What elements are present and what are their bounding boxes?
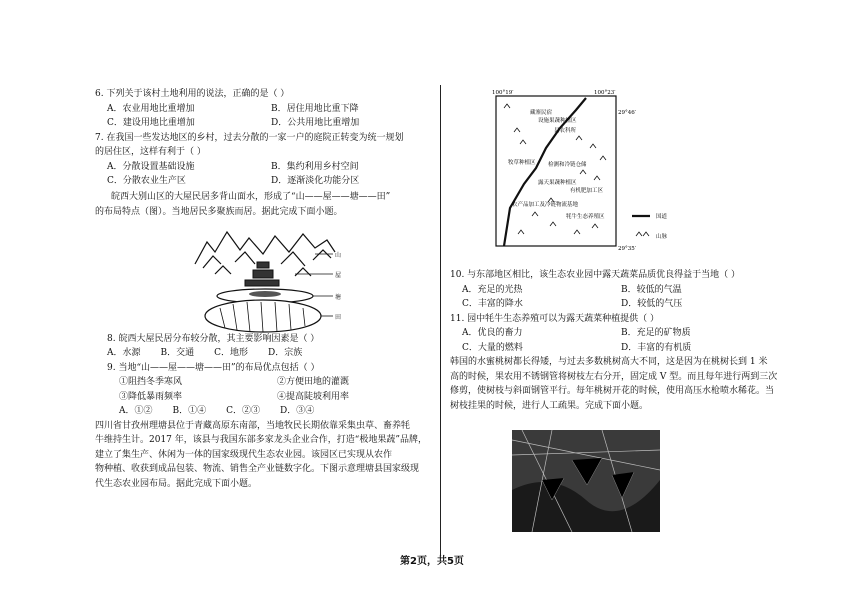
q9-option-a: A．①② (119, 406, 153, 416)
intro3-line1: 韩国的水蜜桃树都长得矮，与过去多数桃树高大不同，这是因为在桃树长到 1 米 (450, 357, 768, 367)
map-label-5: 露天果蔬种植区 (538, 180, 577, 186)
q6-options (95, 102, 435, 131)
q9-option-d: D．③④ (280, 406, 315, 416)
q8-option-a: A．水源 (107, 348, 141, 358)
intro2-line1: 四川省甘孜州理塘县位于青藏高原东南部，当地牧民长期依靠采集虫草、畜养牦 (95, 420, 411, 431)
q11-stem: 11. 园中牦牛生态养殖可以为露天蔬菜种植提供（ ） (450, 313, 660, 324)
intro3-line2: 高的时候，果农用不锈钢管将树枝左右分开，固定成 V 型。而且每年进行两到三次 (450, 371, 778, 382)
mountain-sketch (195, 232, 335, 276)
map-label-0: 藏寨民宿 (530, 110, 553, 116)
map-lon-left: 100°19′ (492, 90, 514, 96)
page-footer: 第2页，共5页 (400, 556, 464, 567)
q7-stem-line2: 的居住区，这样有利于（ ） (95, 147, 206, 157)
legend-road-label: 国道 (656, 214, 668, 220)
label-field: 田 (335, 314, 342, 321)
map-lat-bottom: 29°35′ (618, 246, 636, 252)
intro3-line3: 修剪，使树枝与斜面钢管平行。每年桃树开花的时候，使用高压水枪喷水稀花。当 (450, 386, 775, 396)
intro1-line1: 皖西大别山区的大屋民居多背山面水，形成了“山——屋——塘——田” (111, 191, 391, 202)
orchard-photo (512, 430, 660, 532)
q6-option-a: A．农业用地比重增加 (107, 103, 195, 114)
q6-option-c: C．建设用地比重增加 (107, 118, 195, 128)
q10-option-b: B．较低的气温 (621, 284, 682, 295)
q8-option-b: B．交通 (160, 348, 195, 358)
q10-options (450, 283, 780, 312)
q8-option-c: C．地形 (214, 348, 249, 358)
q7-option-b: B．集约利用乡村空间 (271, 161, 359, 172)
map-label-6: 有机肥加工区 (570, 188, 604, 194)
q11-option-c: C．大量的燃料 (462, 342, 523, 353)
legend-mountain-label: 山脉 (656, 234, 668, 240)
map-label-3: 牧草种植区 (508, 160, 536, 166)
q7-options (95, 160, 435, 189)
q8-options (95, 346, 435, 361)
q11-option-d: D．丰富的有机质 (621, 342, 692, 353)
q7-stem-line1: 7. 在我国一些发达地区的乡村，过去分散的一家一户的庭院正转变为统一规划 (95, 132, 404, 143)
q9-item-4: ④提高陡坡利用率 (277, 391, 350, 402)
column-divider (440, 85, 441, 555)
legend-mountain-symbol (636, 232, 649, 236)
right-column (450, 268, 780, 413)
q9-item-1: ①阻挡冬季寒风 (119, 377, 183, 387)
map-lon-right: 100°23′ (594, 90, 616, 96)
q11-option-b: B．充足的矿物质 (621, 328, 691, 338)
q7-option-a: A．分散设置基础设施 (107, 161, 195, 172)
house-cluster (245, 262, 279, 286)
intro3-line4: 树枝挂果的时候，进行人工疏果。完成下面小题。 (450, 400, 649, 411)
q10-option-a: A．充足的光热 (462, 284, 523, 295)
map-label-2: 县农科所 (554, 128, 577, 134)
q9-item-2: ②方便田地的灌溉 (277, 377, 350, 387)
q6-stem: 6. 下列关于该村土地利用的说法，正确的是（ ） (95, 89, 290, 99)
intro2-line5: 代生态农业园布局。据此完成下面小题。 (95, 478, 258, 489)
q6-option-b: B．居住用地比重下降 (271, 103, 359, 114)
q9-item-3: ③降低暴雨频率 (119, 391, 183, 402)
map-label-1: 设施果蔬种植区 (538, 118, 577, 124)
q6-option-d: D．公共用地比重增加 (271, 118, 360, 128)
label-pond: 塘 (335, 294, 342, 301)
pond-island (249, 291, 281, 297)
q8-stem: 8. 皖西大屋民居分布较分散，其主要影响因素是（ ） (107, 333, 320, 344)
q9-stem: 9. 当地“山——屋——塘——田”的布局优点包括（ ） (107, 362, 320, 373)
q10-option-d: D．较低的气压 (621, 299, 683, 309)
q9-option-c: C．②③ (226, 406, 261, 416)
intro2-line2: 牛维持生计。2017 年，该县与我国东部多家龙头企业合作，打造“极地果蔬”品牌， (95, 435, 427, 445)
q7-option-d: D．逐渐淡化功能分区 (271, 176, 360, 186)
agricultural-park-map (490, 88, 725, 260)
q11-option-a: A．优良的畜力 (462, 328, 523, 338)
intro1-line2: 的布局特点（图）。当地居民多聚族而居。据此完成下面小题。 (95, 207, 343, 217)
q10-stem: 10. 与东部地区相比，该生态农业园中露天蔬菜品质优良得益于当地（ ） (450, 270, 741, 280)
q9-option-b: B．①④ (172, 406, 207, 416)
intro2-line3: 建立了集生产、休闲为一体的国家级现代生态农业园。该园区已实现从农作 (95, 449, 393, 460)
q8-option-d: D．宗族 (268, 348, 303, 358)
q9-items (95, 375, 435, 404)
map-label-8: 牦牛生态养殖区 (566, 214, 605, 220)
map-label-4: 检测和冷链仓储 (548, 162, 587, 168)
q10-option-c: C．丰富的降水 (462, 299, 523, 309)
village-layout-figure (185, 224, 360, 334)
q7-option-c: C．分散农业生产区 (107, 176, 186, 186)
map-label-7: 农产品加工及冷链物流基地 (512, 202, 579, 208)
q9-options (95, 404, 435, 419)
orchard-photo-graphic (512, 430, 660, 532)
map-lat-top: 29°46′ (618, 110, 636, 116)
q11-options (450, 326, 780, 355)
intro2-line4: 物种植、收获到成品包装、物流、销售全产业链数字化。下图示意理塘县国家级现 (95, 464, 420, 474)
label-mountain: 山 (335, 252, 342, 259)
label-house: 屋 (335, 272, 342, 279)
